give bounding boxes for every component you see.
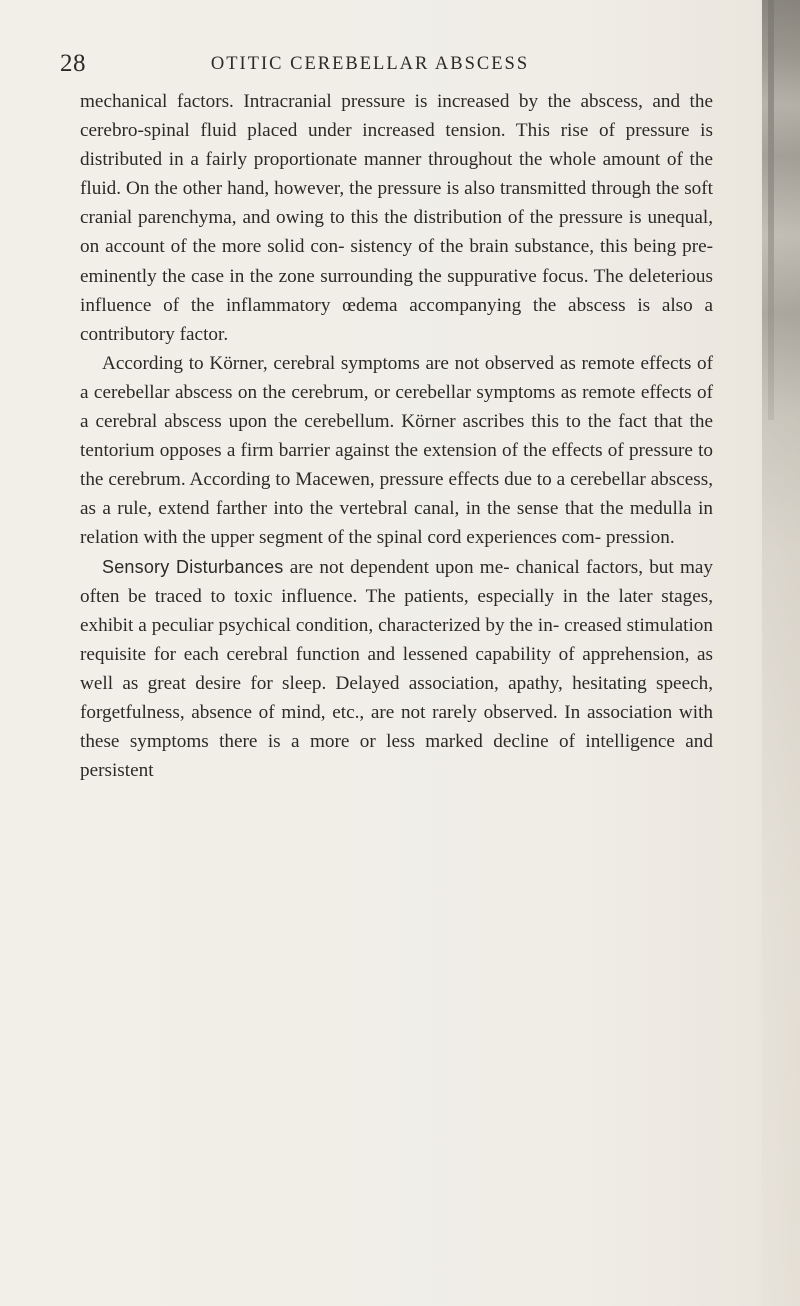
running-title: OTITIC CEREBELLAR ABSCESS xyxy=(210,54,530,74)
paragraph-korner-macewen: According to Körner, cerebral symptoms are not observed as remote effects of a cerebellar abscess on the cerebrum, or cerebellar symptoms as remote effects of a cerebral abscess upon the cerebellum. Körner ascribes this to the fact that the tentorium opposes a firm barrier against the extension of the effects of pressure to the cerebrum. According to Macewen, pressure effects due to a cerebellar abscess, as a rule, extend farther into the vertebral canal, in the sense that the medulla in relation with the upper segment of the spinal cord experiences com- pression. xyxy=(80,352,713,549)
running-head xyxy=(60,50,740,84)
section-heading-sensory-disturbances: Sensory Disturbances xyxy=(102,556,284,577)
paragraph-sensory-text: are not dependent upon me- chanical factors, but may often be traced to toxic influence. The patients, especially in the later stages, exhibit a peculiar psychical condition, characterized by the in- creased stimulation requisite for each cerebral function and lessened capability of apprehension, as well as great desire for sleep. Delayed association, apathy, hesitating speech, forgetfulness, absence of mind, etc., are not rarely observed. In association with these symptoms there is a more or less marked decline of intelligence and persistent xyxy=(80,556,713,782)
paragraph-sensory-disturbances xyxy=(80,553,713,786)
body-text xyxy=(80,87,713,785)
page-number: 28 xyxy=(60,50,86,77)
page-binding-edge xyxy=(762,0,800,1306)
paragraph-mechanical-factors: mechanical factors. Intracranial pressure is increased by the abscess, and the cerebro-spinal fluid placed under increased tension. This rise of pressure is distributed in a fairly proportionate manner throughout the whole amount of the fluid. On the other hand, however, the pressure is also transmitted through the soft cranial parenchyma, and owing to this the distribution of the pressure is unequal, on account of the more solid con- sistency of the brain substance, this being pre-eminently the case in the zone surrounding the suppurative focus. The deleterious influence of the inflammatory œdema accompanying the abscess is also a contributory factor. xyxy=(80,91,713,345)
